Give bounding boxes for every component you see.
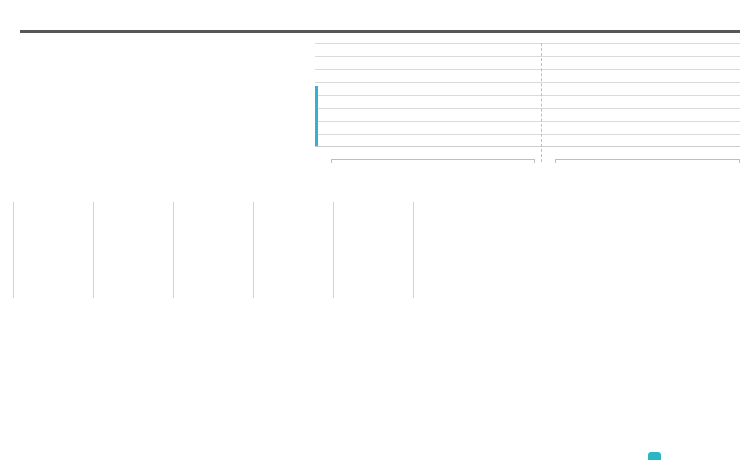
- group-separator-dashed-line: [541, 43, 542, 162]
- corner-logo-icon: [648, 452, 661, 460]
- chart-plot-area: [13, 202, 414, 298]
- top-states-chart: [315, 38, 740, 190]
- bar-group-2013: [331, 43, 535, 146]
- year-bracket-2013: [331, 159, 535, 178]
- bar-group-2014: [555, 43, 740, 146]
- chart-x-ticks: [13, 301, 414, 309]
- clipped-left-edge-bar: [315, 86, 318, 146]
- chart-x-labels: [315, 147, 740, 157]
- chart-plot-area: [315, 43, 740, 147]
- title-underline: [20, 30, 740, 33]
- lcoe-chart: [10, 196, 442, 315]
- year-bracket-2014: [555, 159, 740, 178]
